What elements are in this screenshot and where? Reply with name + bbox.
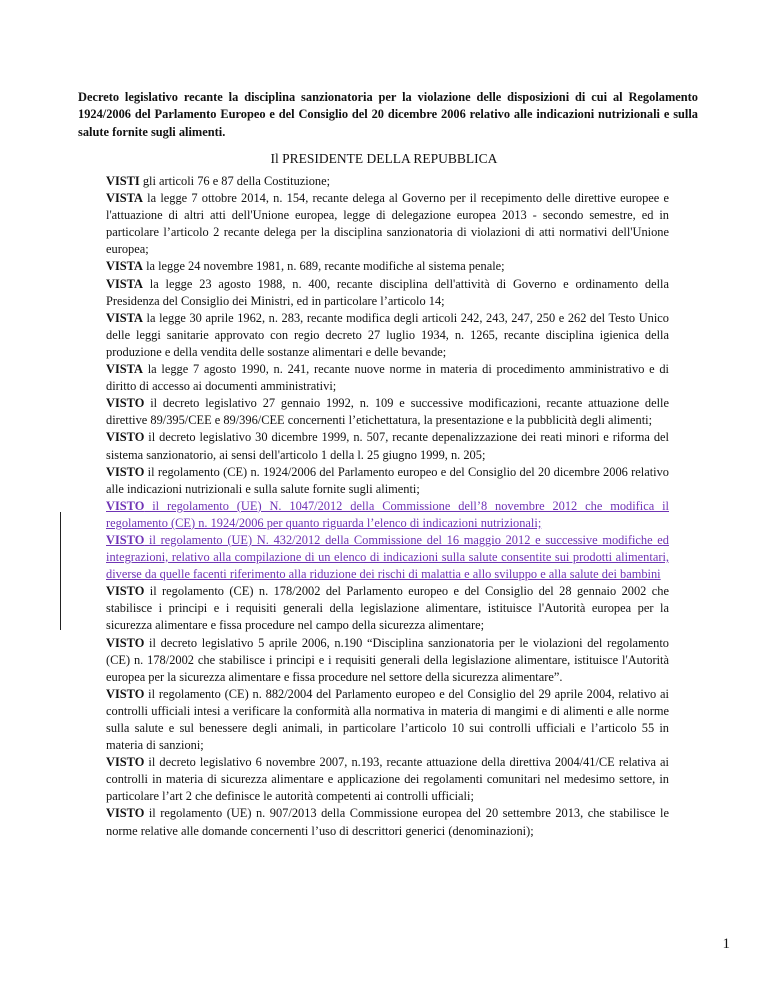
amended-recital-paragraph — [106, 532, 669, 583]
recital-keyword: VISTO — [106, 396, 145, 411]
recital-keyword: VISTI — [106, 174, 140, 188]
document-body — [106, 173, 669, 840]
recital-paragraph — [106, 395, 669, 429]
recital-paragraph — [106, 635, 669, 686]
recital-keyword: VISTA — [106, 191, 143, 206]
recital-text: il regolamento (UE) N. 1047/2012 della Commissione dell’8 novembre 2012 che modifica il regolamento (CE) n. 1924/2006 per quanto riguarda l’elenco di indicazioni nutrizionali; — [106, 498, 669, 530]
recital-keyword: VISTO — [106, 464, 145, 479]
recital-keyword: VISTO — [106, 806, 145, 821]
recital-keyword: VISTO — [106, 635, 145, 650]
document-title: Decreto legislativo recante la disciplina sanzionatoria per la violazione delle disposizioni di cui al Regolamento 1924/2006 del Parlamento Europeo e del Consiglio del 20 dicembre 2006 relativo alle indicazioni nutrizionali e sulla salute fornite sugli alimenti. — [78, 90, 698, 139]
recital-text: la legge 23 agosto 1988, n. 400, recante disciplina dell'attività di Governo e ordinamento della Presidenza del Consiglio dei Ministri, ed in particolare l’articolo 14; — [106, 276, 669, 308]
recital-paragraph — [106, 429, 669, 463]
recital-text: la legge 24 novembre 1981, n. 689, recante modifiche al sistema penale; — [142, 259, 505, 274]
recital-keyword: VISTA — [106, 276, 143, 291]
recital-text: il regolamento (UE) N. 432/2012 della Commissione del 16 maggio 2012 e successive modifiche ed integrazioni, relativo alla compilazione di un elenco di indicazioni sulla salute consentite sui prodotti alimentari, diverse da quelle facenti riferimento alla riduzione dei rischi di malattia e allo sviluppo e alla salute dei bambini — [106, 532, 669, 582]
document-heading: Il PRESIDENTE DELLA REPUBBLICA — [270, 151, 498, 166]
recital-paragraph — [106, 190, 669, 258]
recital-text: il decreto legislativo 6 novembre 2007, n.193, recante attuazione della direttiva 2004/41/CE relativa ai controlli in materia di sicurezza alimentare e applicazione dei regolamenti comunitari nel medesimo settore, in particolare l’art 2 che definisce le autorità competenti ai controlli ufficiali; — [106, 755, 669, 804]
recital-text: il regolamento (CE) n. 1924/2006 del Parlamento europeo e del Consiglio del 20 dicembre 2006 relativo alle indicazioni nutrizionali e sulla salute fornite sugli alimenti; — [106, 464, 669, 496]
recital-text: gli articoli 76 e 87 della Costituzione; — [139, 174, 331, 188]
recital-text: il regolamento (UE) n. 907/2013 della Commissione europea del 20 settembre 2013, che stabilisce le norme relative alle domande concernenti l’uso di descrittori generici (denominazioni); — [106, 806, 669, 838]
recital-keyword: VISTO — [106, 755, 145, 770]
recital-keyword: VISTA — [106, 310, 143, 325]
recital-text: il decreto legislativo 5 aprile 2006, n.190 “Disciplina sanzionatoria per le violazioni del regolamento (CE) n. 178/2002 che stabilisce i principi e i requisiti generali della legislazione alimentare, istituisce l'Autorità europea per la sicurezza alimentare e fissa procedure nel settore della sicurezza alimentare”. — [106, 635, 669, 684]
revision-change-bar — [60, 512, 61, 630]
recital-keyword: VISTO — [106, 584, 145, 599]
recital-paragraph — [106, 464, 669, 498]
recital-keyword: VISTO — [106, 686, 145, 701]
page-number: 1 — [722, 936, 730, 952]
recital-text: la legge 30 aprile 1962, n. 283, recante modifica degli articoli 242, 243, 247, 250 e 262 del Testo Unico delle leggi sanitarie approvato con regio decreto 27 luglio 1934, n. 1265, recante disciplina igienica della produzione e della vendita delle sostanze alimentari e delle bevande; — [106, 310, 669, 359]
recital-paragraph — [106, 754, 669, 805]
recital-keyword: VISTO — [106, 532, 145, 547]
recital-paragraph — [106, 173, 669, 190]
recital-paragraph — [106, 310, 669, 361]
recital-keyword: VISTA — [106, 362, 143, 377]
recital-text: la legge 7 ottobre 2014, n. 154, recante delega al Governo per il recepimento delle direttive europee e l'attuazione di altri atti dell'Unione europea, legge di delegazione europea 2013 - secondo semestre, ed in particolare l’articolo 2 recante delega per la disciplina sanzionatoria di violazioni di atti normativi dell'Unione europea; — [106, 191, 669, 257]
recital-paragraph — [106, 276, 669, 310]
recital-text: il regolamento (CE) n. 178/2002 del Parlamento europeo e del Consiglio del 28 gennaio 2002 che stabilisce i principi e i requisiti generali della legislazione alimentare, istituisce l'Autorità europea per la sicurezza alimentare e fissa procedure nel campo della sicurezza alimentare; — [106, 584, 669, 633]
recital-keyword: VISTO — [106, 430, 145, 445]
recital-text: il decreto legislativo 27 gennaio 1992, n. 109 e successive modificazioni, recante attuazione delle direttive 89/395/CEE e 89/396/CEE concernenti l’etichettatura, la presentazione e la pubblicità degli alimenti; — [106, 396, 669, 428]
recital-text: il decreto legislativo 30 dicembre 1999, n. 507, recante depenalizzazione dei reati minori e riforma del sistema sanzionatorio, ai sensi dell'articolo 1 della l. 25 giugno 1999, n. 205; — [106, 430, 669, 462]
recital-text: la legge 7 agosto 1990, n. 241, recante nuove norme in materia di procedimento amministrativo e di diritto di accesso ai documenti amministrativi; — [106, 362, 669, 394]
recital-paragraph — [106, 805, 669, 839]
recital-paragraph — [106, 686, 669, 754]
recital-paragraph — [106, 361, 669, 395]
recital-paragraph — [106, 258, 669, 275]
amended-recital-paragraph — [106, 498, 669, 532]
recital-text: il regolamento (CE) n. 882/2004 del Parlamento europeo e del Consiglio del 29 aprile 2004, relativo ai controlli ufficiali intesi a verificare la conformità alla normativa in materia di mangimi e di alimenti e alle norme sulla salute e sul benessere degli animali, in particolare l’articolo 10 sui controlli ufficiali e l’articolo 55 in materia di sanzioni; — [106, 686, 669, 753]
recital-keyword: VISTA — [106, 259, 143, 274]
recital-paragraph — [106, 583, 669, 634]
recital-keyword: VISTO — [106, 498, 145, 513]
